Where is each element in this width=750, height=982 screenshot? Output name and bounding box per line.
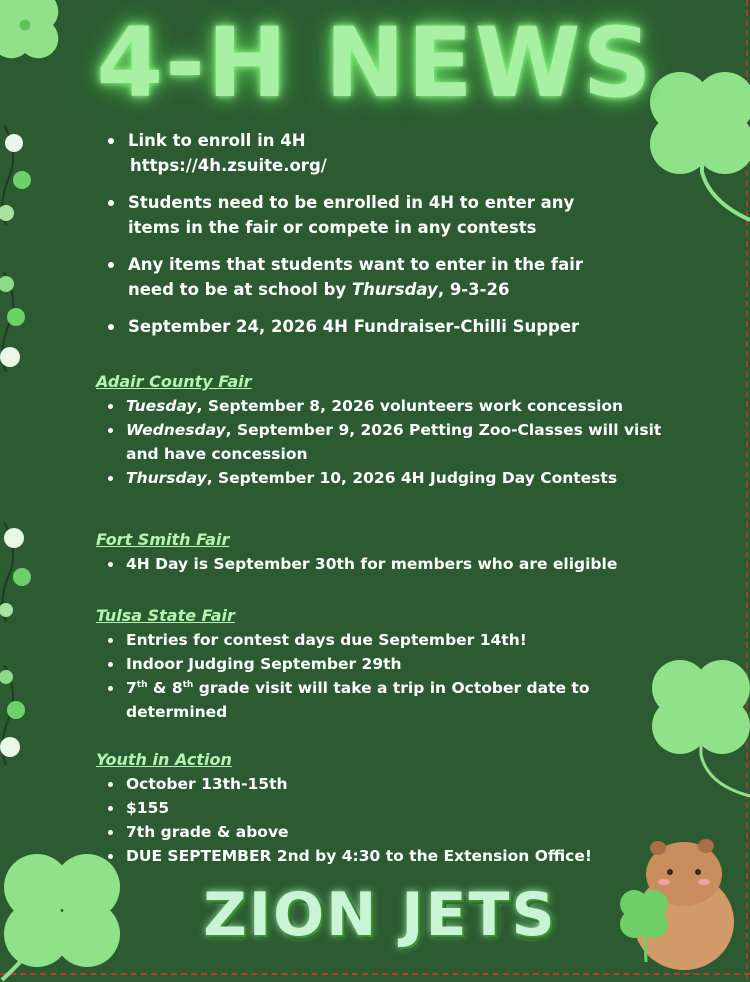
fort-smith-fair-section [96,528,696,576]
list-item: 4H Day is September 30th for members who are eligible [96,552,696,576]
list-item [96,394,696,418]
garland-bottom-left-icon [0,665,36,765]
day-label: Wednesday [126,421,226,439]
garland-lower-left-icon [0,522,36,622]
adair-county-fair-section [96,370,696,490]
list-item: October 13th-15th [96,772,696,796]
grade-a-sup: th [136,679,148,690]
list-item: DUE SEPTEMBER 2nd by 4:30 to the Extension Office! [96,844,696,868]
list-item: 7th grade & above [96,820,696,844]
grade-a: 7 [126,679,137,697]
item-text: , September 10, 2026 4H Judging Day Contests [206,469,618,487]
tulsa-state-fair-section [96,604,696,724]
list-item: $155 [96,796,696,820]
enroll-label: Link to enroll in 4H [128,131,306,150]
list-item [96,418,696,466]
zion-jets-logo: ZION JETS [203,880,557,950]
page-title: 4-H NEWS [96,7,654,119]
section-heading: Fort Smith Fair [96,530,230,549]
grade-text: grade visit will take a trip in October date to determined [126,679,590,721]
intro-list [106,128,626,351]
list-item [96,676,606,724]
enroll-link[interactable]: https://4h.zsuite.org/ [130,156,327,175]
day-label: Tuesday [126,397,197,415]
day-label: Thursday [126,469,207,487]
grade-b: & 8 [147,679,183,697]
capybara-icon [606,822,746,972]
item3-date: , 9-3-26 [437,280,510,299]
section-heading: Youth in Action [96,750,232,769]
list-item: September 24, 2026 4H Fundraiser-Chilli Supper [106,314,626,339]
garland-mid-left-icon [0,272,36,372]
item-text: , September 8, 2026 volunteers work concession [196,397,624,415]
list-item: Indoor Judging September 29th [96,652,696,676]
list-item [106,252,626,302]
list-item: Students need to be enrolled in 4H to enter any items in the fair or compete in any contests [106,190,626,240]
list-item: Entries for contest days due September 14th! [96,628,696,652]
garland-top-left-icon [0,125,36,225]
item-text: , September 9, 2026 Petting Zoo-Classes will visit and have concession [126,421,662,463]
item3-day: Thursday [351,280,438,299]
list-item [106,128,626,178]
section-heading: Adair County Fair [96,372,252,391]
item3-text: Any items that students want to enter in the fair need to be at school by [128,255,584,299]
list-item [96,466,696,490]
section-heading: Tulsa State Fair [96,606,235,625]
grade-b-sup: th [182,679,194,690]
